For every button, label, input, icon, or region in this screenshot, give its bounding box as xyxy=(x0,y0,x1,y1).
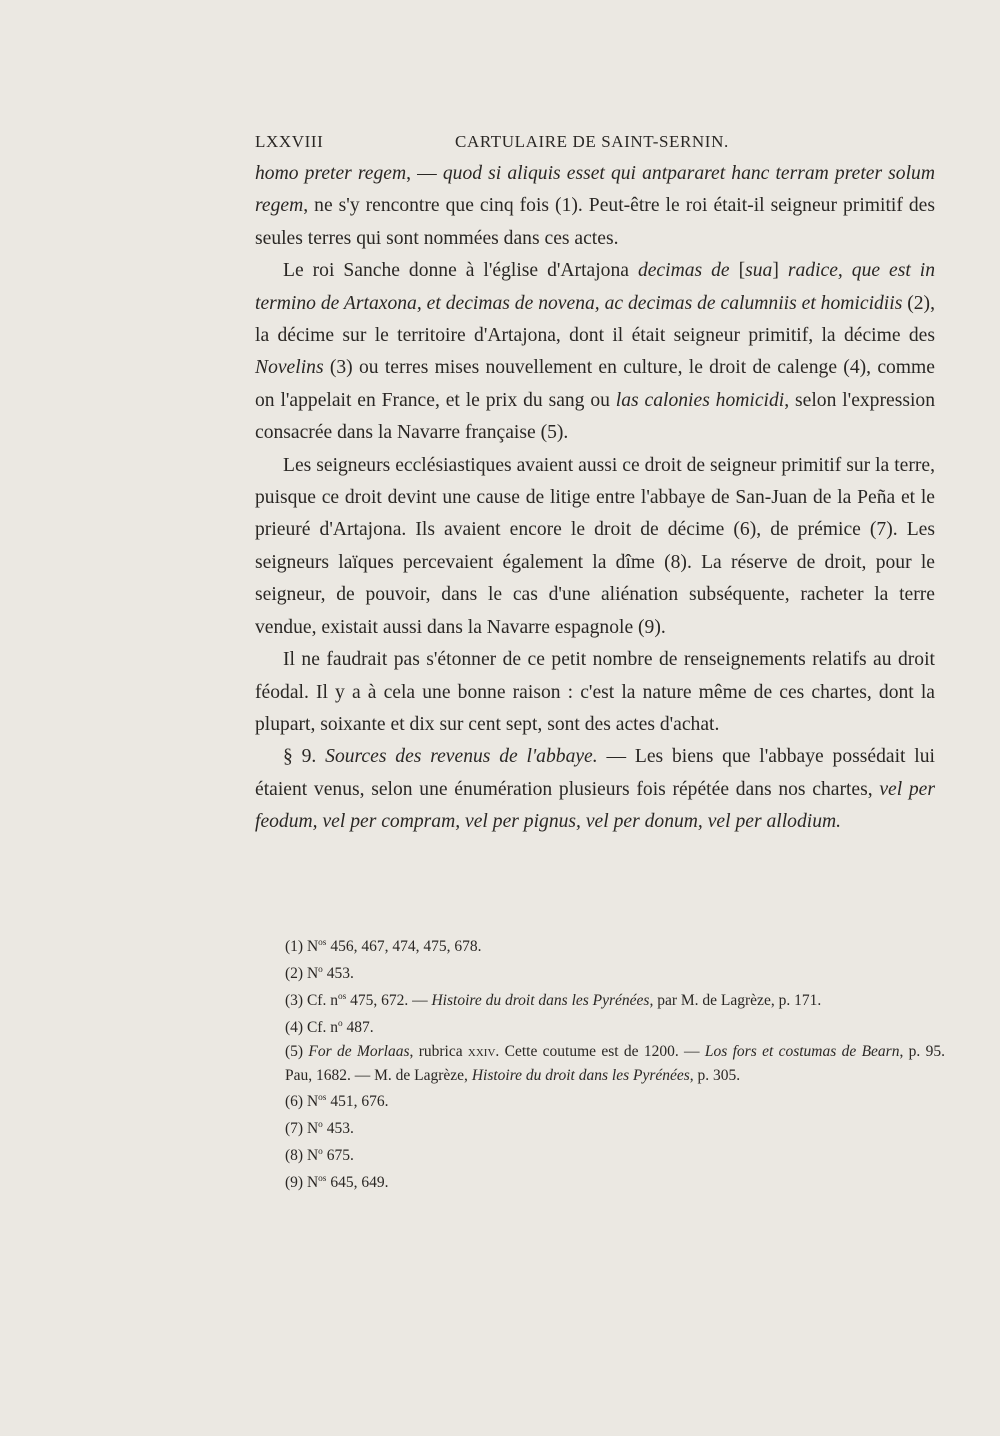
footnote-2 xyxy=(285,959,945,986)
footnote-run: os xyxy=(337,991,347,1002)
footnote-run: o xyxy=(318,1147,323,1158)
running-title: CARTULAIRE DE SAINT-SERNIN. xyxy=(455,132,729,151)
footnote-run: 456, 467, 474, 475, 678. xyxy=(326,938,482,956)
text-run: quod si aliquis esset qui antpararet hanc terram preter solum regem xyxy=(255,163,935,217)
footnote-run: 475, 672. — xyxy=(346,992,432,1010)
text-run: Il ne faudrait pas s'étonner de ce petit nombre de renseignements relatifs au droit féodal. Il y a à cela une bonne raison : c'est la nature même de ces chartes, dont la plupart, soixante et dix sur cent sept, sont des actes d'achat. xyxy=(255,649,935,735)
footnote-run: os xyxy=(318,1093,327,1104)
text-run: Le roi Sanche donne à l'église d'Artajona xyxy=(283,260,638,282)
footnote-run: o xyxy=(337,1018,343,1029)
footnote-run: (2) N xyxy=(285,965,319,983)
text-run: Les seigneurs ecclésiastiques avaient aussi ce droit de seigneur primitif sur la terre, puisque ce droit devint une cause de litige entre l'abbaye de San-Juan de la Peña et le prieuré d'Artajona. Ils avaient encore le droit de décime (6), de prémice (7). Les seigneurs laïques percevaient également la dîme (8). La réserve de droit, pour le seigneur, de pouvoir, dans le cas d'une aliénation subséquente, racheter la terre vendue, existait aussi dans la Navarre espagnole (9). xyxy=(255,454,935,638)
text-run: — Les biens que l'abbaye possédait lui étaient venus, selon une énumération plusieurs fois répétée dans nos chartes, xyxy=(255,746,935,800)
paragraph-5 xyxy=(255,741,935,838)
footnote-run: (9) N xyxy=(285,1174,319,1192)
footnote-6 xyxy=(285,1087,945,1114)
footnote-run: (6) N xyxy=(285,1093,319,1111)
footnote-run: , p. 95. Pau, 1682. — M. de Lagrèze, xyxy=(285,1042,945,1084)
footnote-run: . Cette coutume est de 1200. — xyxy=(495,1042,705,1060)
footnote-run: 487. xyxy=(342,1019,374,1037)
footnote-run: xxiv xyxy=(467,1042,496,1060)
footnote-run: (8) N xyxy=(285,1147,319,1165)
paragraph-4 xyxy=(255,644,935,741)
footnote-9 xyxy=(285,1168,945,1195)
footnote-7 xyxy=(285,1114,945,1141)
paragraph-2 xyxy=(255,255,935,449)
footnote-run: 451, 676. xyxy=(326,1093,389,1111)
text-run: [ xyxy=(738,260,746,282)
footnote-run: os xyxy=(318,1174,327,1185)
text-run: homo preter regem xyxy=(255,163,407,184)
page-folio: LXXVIII xyxy=(255,132,324,151)
text-run: , ne s'y rencontre que cinq fois (1). Peut-être le roi était-il seigneur primitif des seules terres qui sont nommées dans ces actes. xyxy=(255,195,935,249)
footnote-run: o xyxy=(318,964,323,975)
footnote-3 xyxy=(285,986,945,1013)
paragraph-3 xyxy=(255,450,935,644)
footnote-run: (1) N xyxy=(285,938,319,956)
text-run: , — xyxy=(406,163,443,184)
text-run: Novelins xyxy=(255,357,324,379)
text-run: vel per feodum, vel per compram, vel per pignus, vel per donum, vel per allodium. xyxy=(255,778,936,833)
footnote-run: (5) xyxy=(285,1042,309,1060)
footnote-run: (3) Cf. n xyxy=(285,992,338,1010)
footnote-run: o xyxy=(318,1120,323,1131)
text-run: decimas de xyxy=(637,260,739,282)
footnote-run: 453. xyxy=(322,965,354,983)
footnote-run: Los fors et costumas de Bearn xyxy=(704,1042,900,1060)
footnote-run: 645, 649. xyxy=(326,1174,389,1192)
footnote-run: 453. xyxy=(322,1120,354,1138)
text-run: , selon l'expression consacrée dans la Navarre française (5). xyxy=(255,389,935,444)
text-run: (2), la décime sur le territoire d'Artajona, dont il était seigneur primitif, la décime des xyxy=(255,292,935,347)
footnote-1 xyxy=(285,932,945,959)
footnote-5 xyxy=(285,1040,945,1088)
footnote-run: par M. de Lagrèze, p. 171. xyxy=(653,992,822,1010)
footnote-run: (4) Cf. n xyxy=(285,1019,338,1037)
footnote-run: Histoire du droit dans les Pyrénées xyxy=(471,1066,690,1084)
footnote-run: Histoire du droit dans les Pyrénées, xyxy=(431,992,654,1010)
body-text xyxy=(255,158,935,839)
text-run: las calonies homicidi xyxy=(615,389,785,411)
footnote-run: os xyxy=(318,938,327,948)
footnote-run: , rubrica xyxy=(409,1042,468,1060)
paragraph-1 xyxy=(255,158,935,255)
footnote-4 xyxy=(285,1013,945,1040)
text-run: sua xyxy=(745,260,773,282)
text-run: ] xyxy=(772,260,788,282)
footnote-run: For de Morlaas xyxy=(308,1042,410,1060)
footnote-run: (7) N xyxy=(285,1120,319,1138)
text-run: (3) ou terres mises nouvellement en culture, le droit de calenge (4), comme on l'appelait en France, et le prix du sang ou xyxy=(255,357,935,411)
text-run: § 9. xyxy=(283,746,326,768)
text-run: radice, que est in termino de Artaxona, et decimas de novena, ac decimas de calumniis et homicidiis xyxy=(255,260,935,314)
footnote-run: , p. 305. xyxy=(689,1066,741,1084)
footnote-8 xyxy=(285,1141,945,1168)
text-run: Sources des revenus de l'abbaye. xyxy=(325,746,598,768)
footnotes xyxy=(285,932,945,1195)
footnote-run: 675. xyxy=(322,1147,354,1165)
